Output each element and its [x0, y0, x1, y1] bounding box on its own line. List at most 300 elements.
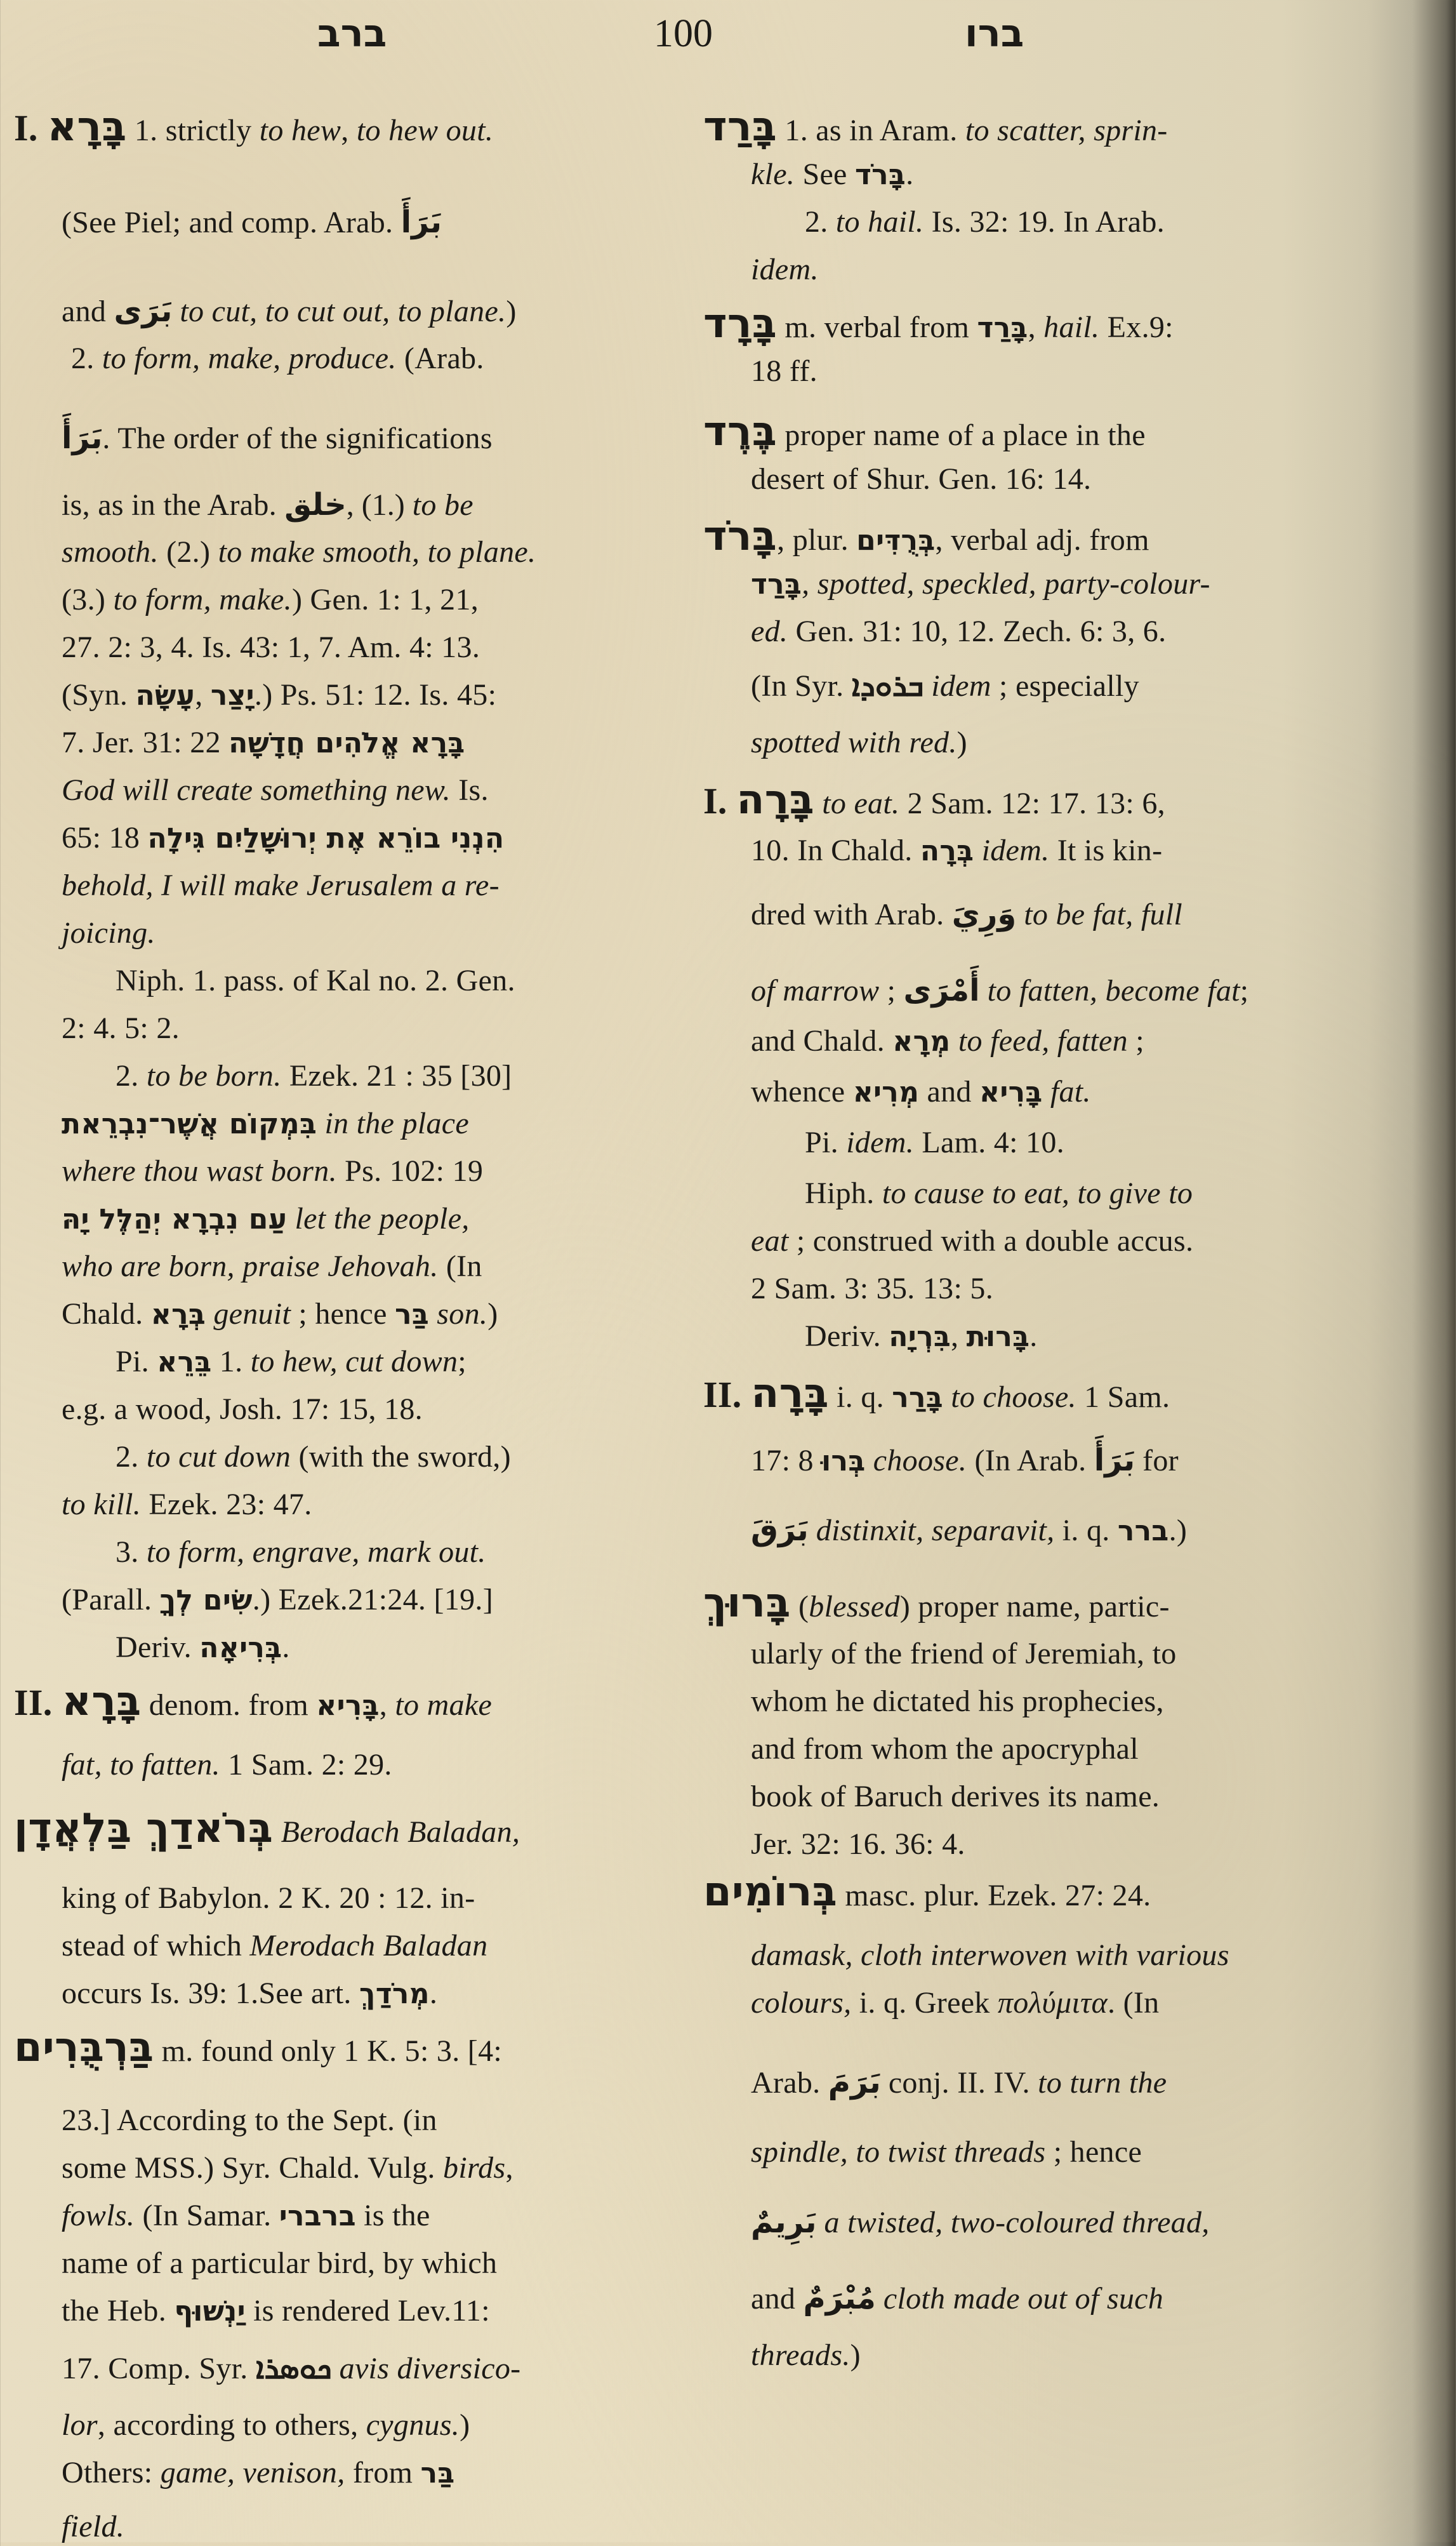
- gloss-italic: to hail.: [835, 205, 924, 239]
- text-run: from: [345, 2456, 421, 2489]
- hebrew-text: בִּרְיָה: [889, 1321, 951, 1353]
- headword-hebrew: בַּרְבֻּרִים: [14, 2024, 154, 2071]
- text-run: 1. strictly: [126, 114, 260, 147]
- gloss-italic: in the place: [317, 1107, 469, 1140]
- text-run: .: [906, 157, 914, 191]
- text-run: and Chald.: [751, 1024, 893, 1058]
- headword-hebrew: בָּרָה: [751, 1370, 829, 1417]
- hebrew-text: בַּר: [395, 1298, 429, 1331]
- entry-line: [751, 2203, 1210, 2242]
- gloss-italic: idem.: [751, 253, 819, 286]
- entry-line: [703, 1370, 1170, 1417]
- arabic-syriac-text: بَرَأَ: [400, 204, 442, 240]
- text-run: 2: 4. 5: 2.: [62, 1011, 180, 1045]
- entry-line: [751, 1073, 1091, 1112]
- entry-line: [751, 565, 1210, 604]
- headword-hebrew: בָּרָא: [62, 1678, 142, 1725]
- hebrew-text: בֵּרֵא: [157, 1346, 212, 1378]
- text-run: proper name of a place in the: [777, 418, 1146, 452]
- text-run: , (1.): [346, 488, 413, 522]
- text-run: for: [1135, 1444, 1179, 1477]
- entry-line: [62, 819, 504, 858]
- entry-line: [62, 1295, 498, 1334]
- hebrew-text: בְּרָא: [150, 1298, 206, 1331]
- text-run: , verbal adj. from: [935, 523, 1149, 557]
- entry-line: [14, 2024, 503, 2071]
- text-run: (In: [438, 1250, 482, 1283]
- entry-line: [751, 1441, 1179, 1481]
- entry-line: [62, 1152, 483, 1190]
- headword-hebrew: בְּרֹאדַךְ בַּלְאֲדָן: [14, 1805, 274, 1852]
- entry-line: [62, 419, 493, 458]
- text-run: and: [62, 295, 114, 328]
- text-run: Arab.: [751, 2066, 828, 2100]
- text-run: 1.: [211, 1345, 251, 1378]
- headword-hebrew: בְּרוֹמִים: [703, 1869, 838, 1916]
- text-run: Ex.9:: [1099, 310, 1174, 344]
- entry-line: [751, 724, 967, 762]
- gloss-italic: cloth made out of such: [875, 2282, 1164, 2316]
- gloss-italic: to fatten, become fat: [979, 974, 1240, 1008]
- gloss-italic: choose.: [865, 1444, 967, 1477]
- gloss-italic: who are born, praise Jehovah.: [62, 1250, 439, 1283]
- gloss-italic: genuit: [206, 1297, 291, 1331]
- text-run: Is.: [450, 773, 489, 807]
- hebrew-text: בְּרָה: [920, 835, 974, 867]
- text-run: 18 ff.: [751, 354, 817, 388]
- gloss-italic: threads.: [751, 2338, 850, 2372]
- gloss-italic: a twisted, two-coloured thread,: [816, 2206, 1210, 2239]
- hebrew-text: הִנְנִי בוֹרֵא אֶת יְרוּשָׁלַיִם גִּילָה: [147, 822, 505, 855]
- text-run: ) proper name, partic-: [899, 1590, 1170, 1623]
- entry-line: [116, 1057, 512, 1095]
- hebrew-text: בְּרוּ: [821, 1445, 866, 1477]
- gloss-italic: son.: [429, 1297, 488, 1331]
- text-run: 10. In Chald.: [751, 834, 920, 867]
- hebrew-text: יָצַר: [210, 679, 255, 712]
- entry-line: [703, 1869, 1151, 1916]
- gloss-italic: spindle, to twist threads: [751, 2135, 1046, 2169]
- gloss-italic: Berodach Baladan,: [273, 1815, 520, 1849]
- entry-line: [703, 408, 1146, 455]
- gloss-italic: to cut, to cut out, to plane.: [172, 295, 506, 328]
- text-run: Deriv.: [805, 1319, 889, 1353]
- text-run: (: [790, 1590, 809, 1623]
- entry-line: [62, 486, 473, 524]
- gloss-italic: damask, cloth interwoven with various: [751, 1938, 1229, 1972]
- text-run: 2.: [805, 205, 836, 239]
- gloss-italic: Merodach Baladan: [249, 1929, 488, 1963]
- entry-line: [751, 1778, 1160, 1816]
- text-run: ,: [951, 1319, 967, 1353]
- text-run: ,: [341, 114, 357, 147]
- entry-line: [751, 1270, 993, 1308]
- gloss-italic: to eat.: [814, 787, 900, 820]
- hebrew-text: שִׂים לְךָ: [159, 1584, 253, 1616]
- text-run: (2.): [158, 535, 218, 569]
- headword-hebrew: בָּרֹד: [703, 513, 778, 560]
- entry-line: [751, 1825, 965, 1863]
- text-run: (In Samar.: [135, 2199, 279, 2232]
- entry-line: [62, 2102, 437, 2140]
- arabic-syriac-text: بَرِيمٌ: [751, 2204, 817, 2240]
- gloss-italic: to choose.: [943, 1380, 1076, 1414]
- entry-line: [62, 676, 496, 715]
- arabic-syriac-text: ܟܘܣܪܐ: [255, 2350, 332, 2386]
- entry-line: [116, 962, 515, 1000]
- entry-line: [751, 895, 1182, 934]
- headword-hebrew: בָּרוּךְ: [703, 1580, 791, 1627]
- hebrew-text: בָּרוּת: [966, 1321, 1030, 1353]
- arabic-syriac-text: بَرَقَ: [751, 1512, 809, 1548]
- right-guide-word: ברו: [965, 11, 1024, 56]
- gloss-italic: God will create something new.: [62, 773, 451, 807]
- text-run: and: [919, 1075, 980, 1109]
- gloss-italic: idem: [923, 669, 991, 703]
- homonym-numeral: II.: [703, 1374, 751, 1415]
- entry-line: [751, 352, 817, 390]
- entry-line: [62, 2454, 455, 2493]
- text-run: ; hence: [1045, 2135, 1142, 2169]
- text-run: occurs Is. 39: 1.See art.: [62, 1976, 360, 2010]
- gloss-italic: blessed: [809, 1590, 900, 1623]
- headword-hebrew: בָּרָד: [703, 300, 778, 347]
- text-run: (Arab.: [396, 342, 484, 375]
- text-run: is the: [355, 2199, 430, 2232]
- entry-line: [751, 251, 819, 289]
- text-run: , plur.: [777, 523, 857, 557]
- entry-line: [703, 300, 1174, 347]
- entry-line: [62, 1248, 482, 1286]
- text-run: ): [460, 2408, 470, 2442]
- text-run: (3.): [62, 583, 114, 617]
- entry-line: [71, 340, 484, 378]
- entry-line: [62, 581, 479, 619]
- text-run: is, as in the Arab.: [62, 488, 285, 522]
- hebrew-text: בָּרָא אֱלֹהִים חֲדָשָׁה: [228, 727, 465, 759]
- text-run: and: [751, 2282, 804, 2316]
- entry-line: [703, 1580, 1170, 1627]
- text-run: 3.: [116, 1535, 147, 1569]
- entry-line: [116, 1438, 511, 1476]
- text-run: ): [850, 2338, 861, 2372]
- gloss-italic: avis diversico-: [331, 2352, 521, 2385]
- text-run: Hiph.: [805, 1176, 882, 1210]
- text-run: 2.: [71, 342, 102, 375]
- text-run: 2 Sam. 3: 35. 13: 5.: [751, 1272, 994, 1305]
- text-run: ; construed with a double accus.: [788, 1224, 1194, 1258]
- entry-line: [62, 533, 536, 571]
- text-run: 1 Sam. 2: 29.: [220, 1748, 392, 1782]
- gloss-italic: to be born.: [146, 1059, 282, 1093]
- text-run: 2.: [116, 1440, 147, 1474]
- text-run: stead of which: [62, 1929, 250, 1963]
- gloss-italic: lor: [62, 2408, 98, 2442]
- page-number: 100: [654, 12, 713, 55]
- text-run: , according to others,: [97, 2408, 366, 2442]
- entry-line: [751, 2279, 1163, 2318]
- entry-line: [703, 103, 1168, 150]
- text-run: 2 Sam. 12: 17. 13: 6,: [899, 787, 1165, 820]
- hebrew-text: בְּרֻדִּים: [856, 524, 936, 557]
- gloss-italic: to cause to eat, to give to: [882, 1176, 1193, 1210]
- entry-line: [751, 1984, 1159, 2022]
- arabic-syriac-text: أَمْرَى: [903, 973, 980, 1008]
- arabic-syriac-text: وَرِيَ: [951, 896, 1017, 932]
- gloss-italic: game, venison,: [160, 2456, 345, 2489]
- hebrew-text: עַם נִבְרָא יְהַלֶּל יָהּ: [62, 1203, 288, 1236]
- text-run: ;: [879, 974, 904, 1008]
- gloss-italic: spotted with red.: [751, 726, 957, 759]
- text-run: ,: [505, 2151, 513, 2185]
- text-run: i. q.: [1054, 1514, 1118, 1547]
- homonym-numeral: I.: [14, 107, 48, 149]
- entry-line: [62, 2244, 497, 2283]
- hebrew-text: יַנְשׁוּף: [174, 2295, 246, 2328]
- entry-line: [62, 1486, 312, 1524]
- text-run: Is. 32: 19. In Arab.: [923, 205, 1165, 239]
- text-run: Ezek. 23: 47.: [141, 1488, 312, 1521]
- gloss-italic: to kill.: [62, 1488, 142, 1521]
- gloss-italic: colours,: [751, 1986, 852, 2020]
- gloss-italic: kle.: [751, 157, 795, 191]
- text-run: (See Piel; and comp. Arab.: [62, 206, 401, 239]
- entry-line: [116, 1533, 486, 1571]
- entry-line: [751, 667, 1139, 705]
- text-run: 17: 8: [751, 1444, 822, 1477]
- gloss-italic: to make smooth, to plane.: [218, 535, 536, 569]
- text-run: ; especially: [991, 669, 1139, 703]
- text-run: ): [487, 1297, 498, 1331]
- gloss-italic: fowls.: [62, 2199, 135, 2232]
- text-run: Ps. 102: 19: [336, 1154, 484, 1188]
- gloss-italic: behold, I will make Jerusalem a re-: [62, 869, 500, 902]
- entry-line: [62, 2406, 470, 2444]
- text-run: Ezek. 21 : 35 [30]: [281, 1059, 512, 1093]
- gloss-italic: to hew: [259, 114, 341, 147]
- gloss-italic: idem.: [974, 834, 1050, 867]
- entry-line: [14, 103, 494, 150]
- hebrew-text: בָּרַד: [977, 312, 1028, 344]
- entry-line: [62, 867, 500, 905]
- text-run: dred with Arab.: [751, 898, 952, 931]
- text-run: . (In: [1107, 1986, 1160, 2020]
- text-run: ;: [1127, 1024, 1144, 1058]
- text-run: ,: [379, 1688, 395, 1722]
- text-run: 27. 2: 3, 4. Is. 43: 1, 7. Am. 4: 13.: [62, 630, 480, 664]
- entry-line: [62, 2349, 520, 2388]
- left-guide-word: ברב: [317, 11, 387, 56]
- text-run: is rendered Lev.11:: [245, 2294, 490, 2328]
- entry-line: [62, 1200, 470, 1239]
- text-run: Chald.: [62, 1297, 151, 1331]
- entry-line: [62, 1975, 437, 2013]
- gloss-italic: smooth.: [62, 535, 159, 569]
- entry-line: [751, 2133, 1142, 2171]
- entry-line: [14, 1805, 520, 1852]
- hebrew-text: ברר: [1117, 1515, 1169, 1547]
- gloss-italic: birds: [443, 2151, 506, 2185]
- gloss-italic: to be fat, full: [1016, 898, 1183, 931]
- text-run: (In Syr.: [751, 669, 852, 703]
- text-run: .) Ps. 51: 12. Is. 45:: [254, 678, 497, 712]
- hebrew-text: מְרִיא: [852, 1076, 920, 1109]
- homonym-numeral: II.: [14, 1682, 62, 1723]
- gloss-italic: fat.: [1042, 1075, 1091, 1109]
- gloss-italic: to cut down: [146, 1440, 291, 1474]
- text-run: e.g. a wood, Josh. 17: 15, 18.: [62, 1392, 423, 1426]
- arabic-syriac-text: بَرَأَ: [1094, 1443, 1135, 1478]
- gloss-italic: , spotted, speckled, party-colour-: [802, 567, 1210, 601]
- entry-line: [751, 1683, 1164, 1721]
- text-run: the Heb.: [62, 2294, 175, 2328]
- gloss-italic: cygnus.: [366, 2408, 460, 2442]
- entry-line: [751, 832, 1162, 870]
- text-run: desert of Shur. Gen. 16: 14.: [751, 462, 1092, 496]
- gloss-italic: of marrow: [751, 974, 880, 1008]
- entry-line: [751, 1730, 1139, 1768]
- text-run: i. q.: [828, 1380, 892, 1414]
- gloss-italic: eat: [751, 1224, 789, 1258]
- text-run: .: [429, 1976, 438, 2010]
- text-run: m. verbal from: [777, 310, 977, 344]
- gloss-italic: to feed, fatten: [950, 1024, 1128, 1058]
- text-run: It is kin-: [1049, 834, 1163, 867]
- text-run: 1 Sam.: [1076, 1380, 1170, 1414]
- text-run: masc. plur. Ezek. 27: 24.: [837, 1879, 1151, 1912]
- entry-line: [62, 771, 489, 810]
- arabic-syriac-text: بَرَى: [114, 293, 173, 329]
- entry-line: [703, 513, 1149, 560]
- gloss-italic: joicing.: [62, 916, 156, 950]
- text-run: .) Ezek.21:24. [19.]: [252, 1583, 493, 1616]
- text-run: (with the sword,): [291, 1440, 511, 1474]
- text-run: m. found only 1 K. 5: 3. [4:: [154, 2034, 503, 2068]
- text-run: 7. Jer. 31: 22: [62, 726, 229, 759]
- entry-line: [751, 1936, 1229, 1975]
- hebrew-text: בִּמְקוֹם אֲשֶׁר־נִבְרֵאת: [62, 1108, 317, 1140]
- text-run: ) Gen. 1: 1, 21,: [291, 583, 479, 617]
- hebrew-text: ברברי: [279, 2200, 356, 2232]
- entry-line: [805, 203, 1165, 241]
- entry-line: [805, 1317, 1038, 1356]
- hebrew-text: בָּרַד: [751, 568, 802, 601]
- gloss-italic: ed.: [751, 615, 788, 648]
- text-run: .: [282, 1630, 290, 1664]
- text-run: ;: [1240, 974, 1249, 1008]
- text-run: i. q. Greek: [851, 1986, 998, 2020]
- entry-line: [751, 613, 1166, 651]
- entry-line: [62, 203, 442, 242]
- gloss-italic: field.: [62, 2510, 125, 2543]
- hebrew-text: בָּרִיא: [979, 1076, 1043, 1109]
- text-run: 1. as in Aram.: [777, 114, 965, 147]
- text-run: Pi.: [116, 1345, 157, 1378]
- gloss-italic: to form, make.: [113, 583, 292, 617]
- hebrew-text: מְרֹדַךְ: [359, 1978, 430, 2010]
- text-run: king of Babylon. 2 K. 20 : 12. in-: [62, 1881, 475, 1915]
- text-run: ,: [195, 678, 211, 712]
- entry-line: [62, 1746, 392, 1784]
- arabic-syriac-text: مُبْرَمٌ: [803, 2281, 876, 2316]
- text-run: See: [795, 157, 855, 191]
- greek-text: πολύμιτα: [997, 1986, 1108, 2020]
- text-run: ; hence: [291, 1297, 395, 1331]
- text-run: conj. II. IV.: [880, 2066, 1038, 2100]
- arabic-syriac-text: بَرَمَ: [828, 2065, 881, 2100]
- gloss-italic: to hew, cut down: [250, 1345, 458, 1378]
- text-run: denom. from: [141, 1688, 317, 1722]
- hebrew-text: בְּרִיאָה: [199, 1632, 282, 1664]
- entry-line: [805, 1124, 1064, 1162]
- entry-line: [751, 971, 1248, 1010]
- text-run: ,: [1028, 310, 1044, 344]
- arabic-syriac-text: بَرَأَ: [62, 420, 103, 456]
- text-run: .): [1168, 1514, 1188, 1547]
- gloss-italic: to make: [395, 1688, 493, 1722]
- gloss-italic: to form, make, produce.: [102, 342, 397, 375]
- text-run: Niph. 1. pass. of Kal no. 2. Gen.: [116, 964, 515, 997]
- text-run: . The order of the significations: [102, 422, 493, 455]
- text-run: Deriv.: [116, 1630, 200, 1664]
- hebrew-text: בָּרִיא: [316, 1690, 380, 1722]
- hebrew-text: בָּרֹד: [854, 159, 906, 191]
- text-run: Gen. 31: 10, 12. Zech. 6: 3, 6.: [788, 615, 1167, 648]
- text-run: ): [956, 726, 967, 759]
- entry-line: [116, 1629, 290, 1667]
- entry-line: [62, 724, 465, 763]
- arabic-syriac-text: ܒܪܘܕܐ: [851, 668, 924, 703]
- text-run: ;: [458, 1345, 467, 1378]
- gloss-italic: where thou wast born.: [62, 1154, 337, 1188]
- text-run: Others:: [62, 2456, 161, 2489]
- entry-line: [62, 2508, 124, 2546]
- text-run: Jer. 32: 16. 36: 4.: [751, 1827, 965, 1861]
- text-run: ularly of the friend of Jeremiah, to: [751, 1637, 1177, 1670]
- headword-hebrew: בָּרָה: [736, 776, 814, 823]
- gloss-italic: to be: [412, 488, 473, 522]
- entry-line: [751, 1511, 1187, 1550]
- entry-line: [116, 1343, 467, 1382]
- entry-line: [62, 629, 480, 667]
- text-run: whom he dictated his prophecies,: [751, 1684, 1164, 1718]
- hebrew-text: מְרָא: [892, 1025, 951, 1058]
- headword-hebrew: בָּרַד: [703, 103, 778, 150]
- gloss-italic: to scatter, sprin-: [965, 114, 1168, 147]
- entry-line: [62, 1581, 493, 1620]
- text-run: name of a particular bird, by which: [62, 2246, 498, 2280]
- entry-line: [62, 1010, 180, 1048]
- entry-line: [62, 1390, 423, 1429]
- entry-line: [751, 1222, 1193, 1260]
- text-run: Pi.: [805, 1126, 847, 1159]
- text-run: 2.: [116, 1059, 147, 1093]
- entry-line: [14, 1678, 493, 1725]
- gloss-italic: to turn the: [1038, 2066, 1167, 2100]
- gloss-italic: fat, to fatten.: [62, 1748, 220, 1782]
- text-run: (Syn.: [62, 678, 136, 712]
- entry-line: [62, 914, 156, 952]
- entry-line: [751, 460, 1091, 498]
- gloss-italic: distinxit, separavit,: [808, 1514, 1055, 1547]
- entry-line: [751, 156, 913, 194]
- text-run: 23.] According to the Sept. (in: [62, 2103, 437, 2137]
- gloss-italic: let the people,: [287, 1202, 470, 1236]
- text-run: (Parall.: [62, 1583, 160, 1616]
- entry-line: [805, 1175, 1193, 1213]
- entry-line: [751, 2063, 1167, 2102]
- text-run: ): [506, 295, 517, 328]
